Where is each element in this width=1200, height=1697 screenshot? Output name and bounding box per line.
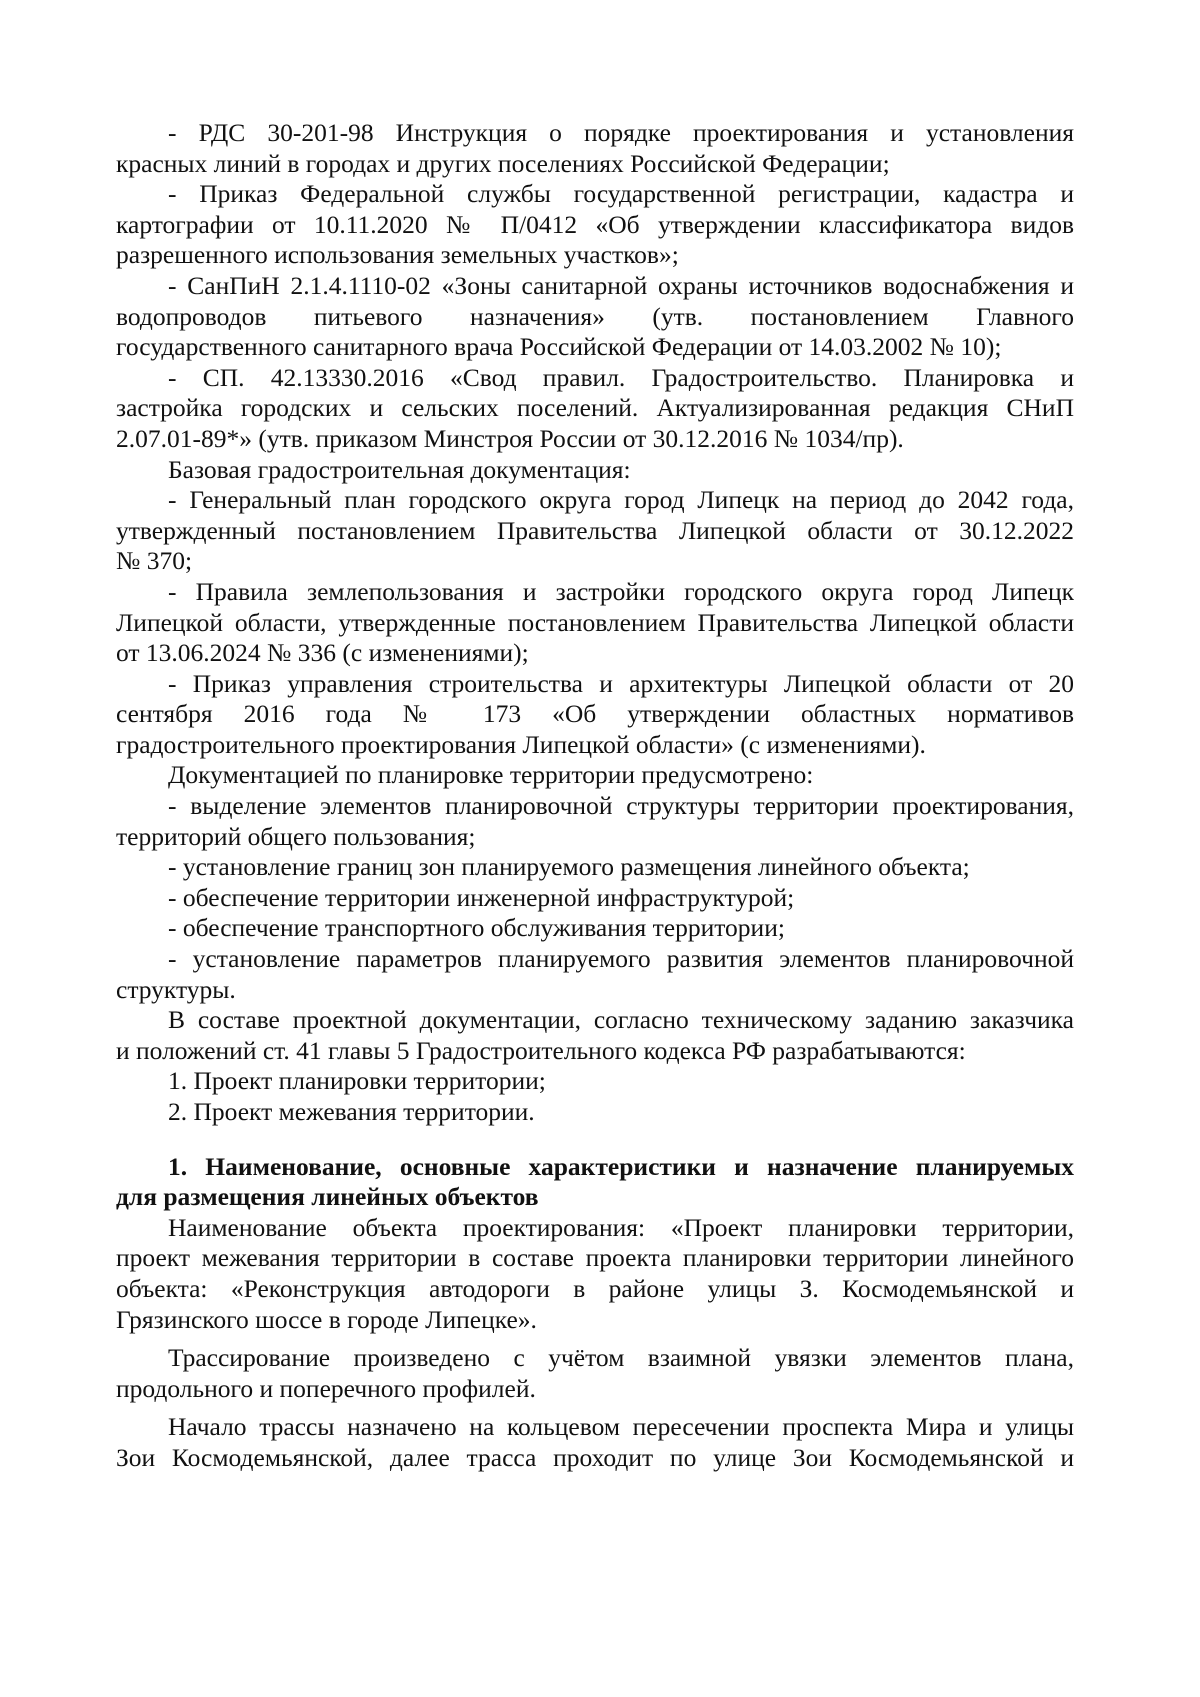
paragraph-gap	[116, 1128, 1074, 1152]
text-line: проект межевания территории в составе проекта планировки территории линейного	[116, 1243, 1074, 1273]
text-line: Наименование объекта проектирования: «Проект планировки территории,	[168, 1212, 1074, 1242]
text-line: - Правила землепользования и застройки городского округа город Липецк	[168, 576, 1074, 606]
text-line: - РДС 30-201-98 Инструкция о порядке проектирования и установления	[168, 118, 1074, 147]
text-line: - установление параметров планируемого развития элементов планировочной	[168, 944, 1074, 974]
text-line: - обеспечение транспортного обслуживания территории;	[168, 913, 785, 943]
text-line: - Генеральный план городского округа город Липецк на период до 2042 года,	[168, 485, 1074, 515]
text-line: Документацией по планировке территории предусмотрено:	[168, 760, 814, 790]
text-line: застройка городских и сельских поселений. Актуализированная редакция СНиП	[116, 393, 1074, 423]
text-line: Начало трассы назначено на кольцевом пересечении проспекта Мира и улицы	[168, 1412, 1074, 1442]
text-line: градостроительного проектирования Липецкой области» (с изменениями).	[116, 729, 926, 759]
document-body	[116, 118, 1074, 1474]
list-item: 2. Проект межевания территории.	[168, 1097, 535, 1126]
text-line: разрешенного использования земельных участков»;	[116, 240, 679, 270]
text-line: продольного и поперечного профилей.	[116, 1373, 536, 1403]
text-line: Грязинского шоссе в городе Липецке».	[116, 1304, 537, 1334]
text-line: территорий общего пользования;	[116, 821, 476, 851]
text-line: В составе проектной документации, согласно техническому заданию заказчика	[168, 1005, 1074, 1035]
section-heading: для размещения линейных объектов	[116, 1182, 539, 1212]
text-line: объекта: «Реконструкция автодороги в районе улицы З. Космодемьянской и	[116, 1273, 1074, 1303]
text-line: - Приказ Федеральной службы государственной регистрации, кадастра и	[168, 179, 1074, 209]
text-line: водопроводов питьевого назначения» (утв. постановлением Главного	[116, 301, 1074, 331]
text-line: - СП. 42.13330.2016 «Свод правил. Градостроительство. Планировка и	[168, 362, 1074, 392]
text-line: утвержденный постановлением Правительства Липецкой области от 30.12.2022	[116, 515, 1074, 545]
text-line: - выделение элементов планировочной структуры территории проектирования,	[168, 791, 1074, 821]
text-line: - Приказ управления строительства и архитектуры Липецкой области от 20	[168, 668, 1074, 698]
text-line: - установление границ зон планируемого размещения линейного объекта;	[168, 852, 970, 882]
section-heading: 1. Наименование, основные характеристики и назначение планируемых	[168, 1151, 1074, 1181]
text-line: - СанПиН 2.1.4.1110-02 «Зоны санитарной охраны источников водоснабжения и	[168, 270, 1074, 300]
text-line: Зои Космодемьянской, далее трасса проходит по улице Зои Космодемьянской и	[116, 1442, 1074, 1472]
text-line: государственного санитарного врача Российской Федерации от 14.03.2002 № 10);	[116, 332, 1002, 362]
text-line: Базовая градостроительная документация:	[168, 454, 631, 484]
text-line: и положений ст. 41 главы 5 Градостроительного кодекса РФ разрабатываются:	[116, 1035, 966, 1065]
text-line: № 370;	[116, 546, 193, 576]
text-line: красных линий в городах и других поселениях Российской Федерации;	[116, 148, 890, 178]
text-line: Липецкой области, утвержденные постановлением Правительства Липецкой области	[116, 607, 1074, 637]
text-line: от 13.06.2024 № 336 (с изменениями);	[116, 638, 529, 668]
text-line: 2.07.01-89*» (утв. приказом Минстроя России от 30.12.2016 № 1034/пр).	[116, 423, 904, 453]
text-line: Трассирование произведено с учётом взаимной увязки элементов плана,	[168, 1343, 1074, 1373]
text-line: сентября 2016 года № 173 «Об утверждении областных нормативов	[116, 699, 1074, 729]
text-line: - обеспечение территории инженерной инфраструктурой;	[168, 882, 795, 912]
text-line: картографии от 10.11.2020 № П/0412 «Об утверждении классификатора видов	[116, 209, 1074, 239]
text-line: структуры.	[116, 974, 236, 1004]
list-item: 1. Проект планировки территории;	[168, 1066, 546, 1096]
